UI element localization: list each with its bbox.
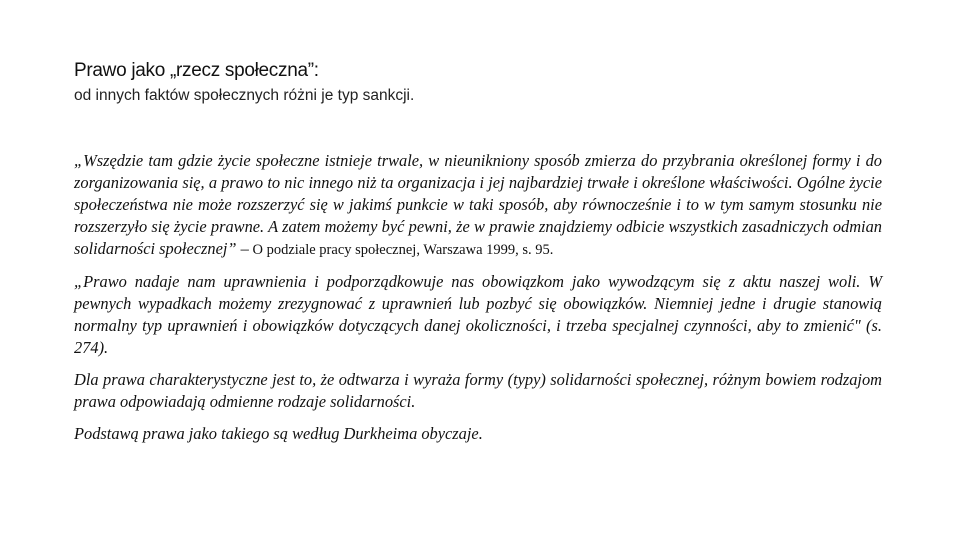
quote-paragraph-2: „Prawo nadaje nam uprawnienia i podporządkowuje nas obowiązkom jako wywodzącym się z aktu naszej woli. W pewnych wypadkach możemy zrezygnować z uprawnień lub pozbyć się obowiązków. Niemniej jedne i drugie stanowią normalny typ uprawnień i obowiązków dotyczących danej okoliczności, i trzeba specjalnej czynności, aby to zmienić" (s. 274). [74, 272, 882, 357]
quote-1-citation: O podziale pracy społecznej, Warszawa 1999, s. 95. [248, 242, 554, 258]
paragraph-4: Podstawą prawa jako takiego są według Durkheima obyczaje. [74, 424, 483, 443]
paragraph-3: Dla prawa charakterystyczne jest to, że odtwarza i wyraża formy (typy) solidarności społecznej, różnym bowiem rodzajom prawa odpowiadają odmienne rodzaje solidarności. [74, 370, 882, 411]
slide-subtitle: od innych faktów społecznych różni je typ sankcji. [74, 87, 415, 104]
quote-paragraph-1 [74, 150, 882, 261]
slide-body [74, 150, 882, 455]
slide-title: Prawo jako „rzecz społeczna”: [74, 60, 319, 81]
quote-1-text: „Wszędzie tam gdzie życie społeczne istnieje trwale, w nieunikniony sposób zmierza do przybrania określonej formy i do zorganizowania się, a prawo to nic innego niż ta organizacja i jej najbardziej trwałe i określone właściwości. Ogólne życie społeczeństwa nie może rozszerzyć się w jakimś punkcie w taki sposób, aby równocześnie i to w tym samym stosunku nie rozszerzyło się życie prawne. A zatem możemy być pewni, że w prawie znajdziemy odbicie wszystkich zasadniczych odmian solidarności społecznej” – [74, 151, 882, 258]
